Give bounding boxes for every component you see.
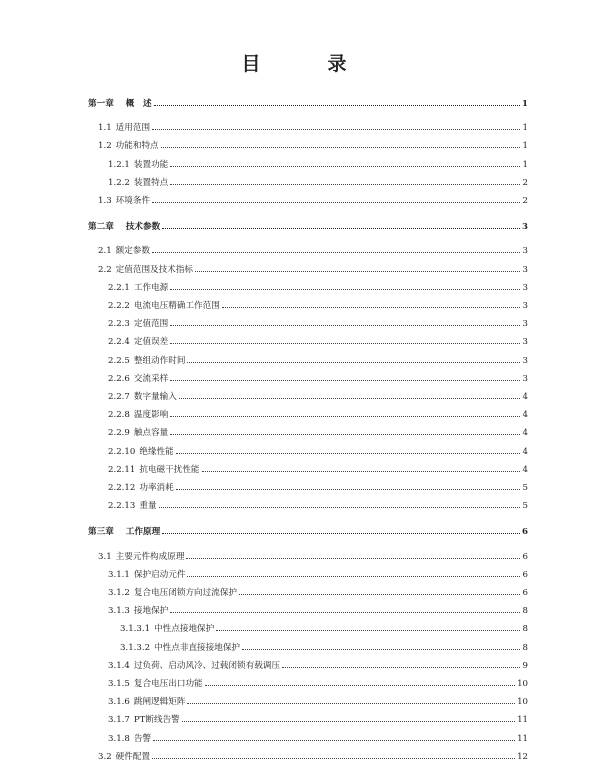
- toc-entry-number: 3.1.6: [108, 697, 130, 708]
- toc-entry-number: 2.2.10: [108, 446, 136, 457]
- toc-page-number: 6: [522, 551, 528, 562]
- toc-page-number: 8: [522, 642, 528, 653]
- toc-entry-number: 第一章: [88, 99, 114, 109]
- toc-entry-label: 工作电源: [133, 282, 169, 293]
- toc-entry[interactable]: [108, 481, 528, 493]
- toc-entry-label: 硬件配置: [115, 751, 151, 762]
- dot-leader: [222, 301, 520, 308]
- dot-leader: [170, 606, 520, 613]
- dot-leader: [162, 527, 520, 534]
- toc-entry-number: 1.2.1: [108, 159, 130, 170]
- toc-entry-number: 3.1.1: [108, 569, 130, 580]
- toc-entry-label: 定值误差: [133, 337, 169, 348]
- toc-entry[interactable]: [108, 354, 528, 366]
- dot-leader: [195, 265, 520, 272]
- toc-entry[interactable]: [108, 158, 528, 170]
- toc-entry-number: 2.2.13: [108, 501, 136, 512]
- toc-page-number: 1: [522, 159, 528, 170]
- toc-entry-number: 3.1.8: [108, 733, 130, 744]
- toc-entry[interactable]: [108, 176, 528, 188]
- toc-entry-label: PT断线告警: [133, 715, 180, 726]
- toc-entry-label: 重量: [139, 501, 157, 512]
- toc-entry-number: 2.2.4: [108, 337, 130, 348]
- toc-page-number: 8: [522, 606, 528, 617]
- toc-entry-number: 3.1.7: [108, 715, 130, 726]
- toc-entry-number: 2.2.3: [108, 319, 130, 330]
- toc-entry[interactable]: [108, 372, 528, 384]
- toc-entry-label: 技术参数: [125, 222, 161, 233]
- toc-entry-number: 2.2.8: [108, 410, 130, 421]
- toc-page-number: 1: [522, 99, 528, 109]
- toc-entry[interactable]: [108, 568, 528, 580]
- toc-page-number: 4: [522, 446, 528, 457]
- dot-leader: [152, 246, 520, 253]
- toc-entry[interactable]: [108, 463, 528, 475]
- toc-entry-number: 2.2.6: [108, 373, 130, 384]
- toc-entry[interactable]: [108, 426, 528, 438]
- toc-page-number: 6: [522, 569, 528, 580]
- dot-leader: [170, 178, 520, 185]
- dot-leader: [182, 715, 515, 722]
- toc-page-number: 1: [522, 141, 528, 152]
- toc-page-number: 3: [522, 301, 528, 311]
- toc-entry-label: 概 述: [125, 99, 152, 109]
- toc-entry[interactable]: [108, 677, 528, 689]
- dot-leader: [170, 374, 520, 381]
- toc-entry-label: 环境条件: [115, 196, 151, 206]
- toc-entry[interactable]: [120, 641, 528, 653]
- toc-entry[interactable]: [98, 263, 528, 275]
- toc-entry-number: 3.1.3: [108, 606, 130, 617]
- dot-leader: [187, 570, 520, 577]
- toc-entry-number: 3.1.2: [108, 588, 130, 598]
- dot-leader: [170, 283, 520, 290]
- dot-leader: [154, 99, 520, 106]
- toc-entry[interactable]: [108, 732, 528, 744]
- toc-entry[interactable]: [108, 317, 528, 329]
- dot-leader: [152, 752, 515, 759]
- dot-leader: [216, 624, 520, 631]
- toc-entry[interactable]: [108, 390, 528, 402]
- toc-page-number: 3: [522, 282, 528, 293]
- dot-leader: [186, 552, 520, 559]
- toc-entry[interactable]: [108, 408, 528, 420]
- toc-page-number: 3: [522, 264, 528, 275]
- toc-entry-label: 功率消耗: [139, 483, 174, 493]
- toc-chapter[interactable]: [88, 525, 528, 537]
- dot-leader: [239, 588, 520, 595]
- toc-entry[interactable]: [108, 335, 528, 347]
- dot-leader: [187, 356, 520, 363]
- dot-leader: [159, 501, 520, 508]
- toc-entry[interactable]: [108, 713, 528, 725]
- dot-leader: [179, 392, 520, 399]
- toc-entry[interactable]: [98, 550, 528, 562]
- dot-leader: [170, 428, 520, 435]
- toc-entry-number: 3.2: [98, 751, 112, 762]
- dot-leader: [152, 196, 520, 203]
- toc-entry-number: 第二章: [88, 222, 114, 233]
- toc-page-number: 6: [522, 588, 528, 598]
- toc-page-number: 4: [522, 410, 528, 421]
- toc-entry-number: 1.1: [98, 123, 112, 134]
- toc-entry-label: 额定参数: [115, 246, 151, 257]
- toc-entry-number: 2.2.2: [108, 301, 130, 311]
- toc-page-number: 5: [522, 501, 528, 512]
- toc-entry[interactable]: [108, 299, 528, 311]
- toc-entry-number: 3.1: [98, 551, 112, 562]
- toc-page-number: 4: [522, 428, 528, 439]
- toc-entry-number: 2.2: [98, 264, 112, 275]
- toc-entry-label: 工作原理: [125, 527, 161, 538]
- toc-entry-number: 3.1.3.1: [120, 624, 151, 635]
- toc-entry-label: 中性点非直接接地保护: [154, 642, 241, 653]
- dot-leader: [162, 222, 520, 229]
- toc-page-number: 5: [522, 483, 528, 493]
- toc-entry-label: 过负荷、启动风冷、过载闭锁有载调压: [133, 660, 280, 671]
- toc-entry[interactable]: [98, 121, 528, 133]
- toc-entry-number: 3.1.5: [108, 679, 130, 689]
- dot-leader: [152, 123, 520, 130]
- toc-entry-number: 2.2.11: [108, 464, 136, 475]
- toc-entry-label: 保护启动元件: [133, 569, 186, 580]
- toc-page-number: 11: [517, 733, 528, 744]
- toc-page-number: 4: [522, 464, 528, 475]
- dot-leader: [176, 447, 520, 454]
- toc-entry-number: 2.2.7: [108, 392, 130, 402]
- toc-entry-label: 中性点接地保护: [154, 624, 215, 635]
- toc-page-number: 10: [517, 679, 528, 689]
- toc-entry-number: 3.1.4: [108, 660, 130, 671]
- toc-entry-number: 2.2.9: [108, 428, 130, 439]
- toc-entry-label: 装置特点: [133, 177, 169, 188]
- toc-entry-label: 电流电压精确工作范围: [133, 301, 220, 311]
- toc-entry-label: 整组动作时间: [133, 355, 186, 366]
- toc-entry-label: 定值范围: [133, 319, 169, 330]
- dot-leader: [242, 643, 520, 650]
- toc-entry-label: 跳闸逻辑矩阵: [133, 697, 186, 708]
- toc-page-number: 3: [522, 246, 528, 257]
- dot-leader: [205, 679, 515, 686]
- toc-entry[interactable]: [108, 604, 528, 616]
- dot-leader: [176, 483, 520, 490]
- toc-entry[interactable]: [108, 695, 528, 707]
- toc-entry-label: 交流采样: [133, 373, 169, 384]
- toc-entry-label: 装置功能: [133, 159, 169, 170]
- toc-entry-label: 温度影响: [133, 410, 169, 421]
- toc-entry[interactable]: [108, 445, 528, 457]
- dot-leader: [202, 465, 520, 472]
- toc-entry[interactable]: [108, 281, 528, 293]
- toc-entry[interactable]: [108, 499, 528, 511]
- toc-page-number: 3: [522, 319, 528, 330]
- toc-page-number: 3: [522, 337, 528, 348]
- toc-entry-label: 告警: [133, 733, 152, 744]
- toc-page-number: 1: [522, 123, 528, 134]
- toc-entry[interactable]: [98, 194, 528, 206]
- toc-entry-number: 2.2.5: [108, 355, 130, 366]
- toc-page-number: 10: [517, 697, 528, 708]
- dot-leader: [187, 697, 515, 704]
- toc-entry-label: 复合电压闭锁方向过流保护: [133, 588, 238, 598]
- toc-entry-label: 数字量输入: [133, 392, 177, 402]
- toc-entry-label: 接地保护: [133, 606, 169, 617]
- dot-leader: [170, 410, 520, 417]
- toc-entry[interactable]: [98, 750, 528, 762]
- toc-entry-number: 2.2.12: [108, 483, 136, 493]
- toc-entry-number: 2.1: [98, 246, 112, 257]
- toc-entry-label: 适用范围: [115, 123, 151, 134]
- toc-entry-label: 功能和特点: [115, 141, 159, 152]
- toc-entry-label: 抗电磁干扰性能: [139, 464, 200, 475]
- toc-entry-label: 复合电压出口功能: [133, 679, 203, 689]
- dot-leader: [170, 160, 520, 167]
- toc-page-number: 3: [522, 355, 528, 366]
- toc-page-number: 4: [522, 392, 528, 402]
- toc-page-number: 3: [522, 222, 528, 233]
- toc-entry-number: 1.2.2: [108, 177, 130, 188]
- toc-page-number: 9: [522, 660, 528, 671]
- page-title: 目 录: [241, 53, 371, 75]
- toc-entry[interactable]: [98, 244, 528, 256]
- toc-entry-number: 1.2: [98, 141, 112, 152]
- dot-leader: [161, 141, 520, 148]
- toc-entry[interactable]: [108, 659, 528, 671]
- toc-page-number: 12: [517, 751, 528, 762]
- toc-page-number: 2: [522, 177, 528, 188]
- toc-entry-number: 3.1.3.2: [120, 642, 151, 653]
- dot-leader: [282, 661, 520, 668]
- toc-entry[interactable]: [98, 139, 528, 151]
- toc-entry[interactable]: [108, 586, 528, 598]
- toc-entry-number: 1.3: [98, 196, 112, 206]
- toc-entry-label: 主要元件构成原理: [115, 551, 185, 562]
- toc-chapter[interactable]: [88, 97, 528, 109]
- toc-page-number: 6: [522, 527, 528, 538]
- toc-page-number: 8: [522, 624, 528, 635]
- toc-entry-label: 绝缘性能: [139, 446, 174, 457]
- toc-page-number: 2: [522, 196, 528, 206]
- toc-entry-label: 触点容量: [133, 428, 169, 439]
- toc-chapter[interactable]: [88, 220, 528, 232]
- dot-leader: [170, 319, 520, 326]
- toc-entry[interactable]: [120, 622, 528, 634]
- toc-entry-number: 2.2.1: [108, 282, 130, 293]
- toc-page-number: 3: [522, 373, 528, 384]
- toc-entry-label: 定值范围及技术指标: [115, 264, 194, 275]
- dot-leader: [153, 734, 515, 741]
- dot-leader: [170, 337, 520, 344]
- toc-entry-number: 第三章: [88, 527, 114, 538]
- toc-page-number: 11: [517, 715, 528, 726]
